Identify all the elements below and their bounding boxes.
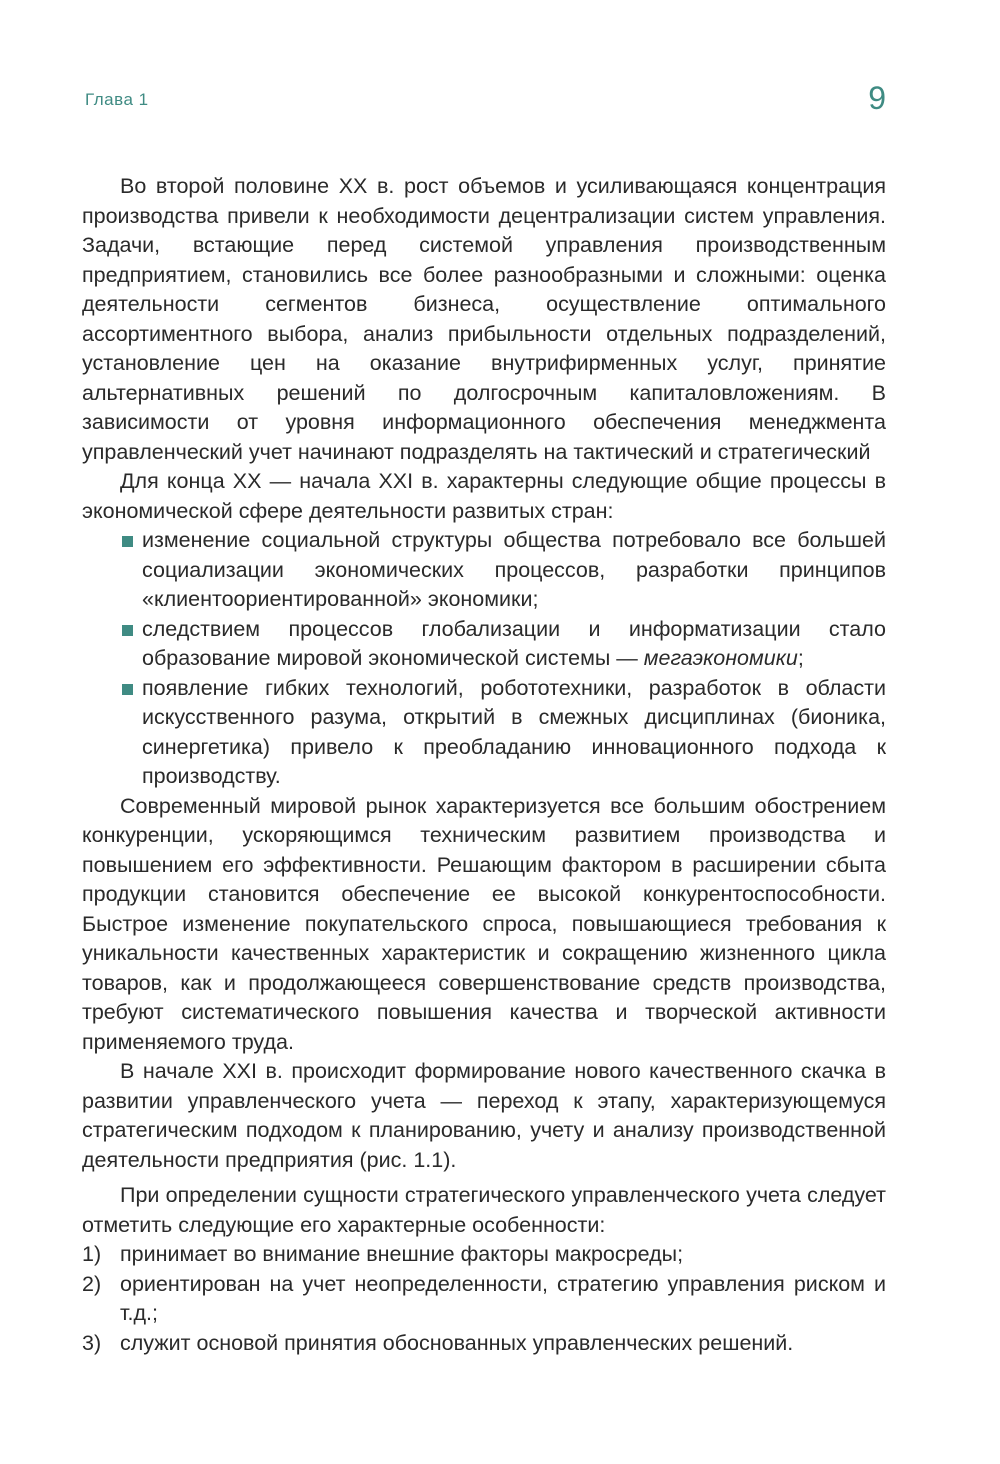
square-bullet-icon xyxy=(122,536,133,547)
bullet-item-tail: ; xyxy=(797,646,804,670)
numbered-item-1 xyxy=(82,1240,886,1270)
page-number: 9 xyxy=(868,80,886,116)
square-bullet-icon xyxy=(122,625,133,636)
numbered-list xyxy=(82,1240,886,1358)
paragraph-2: Для конца XX — начала XXI в. характерны следующие общие процессы в экономической сфере деятельности развитых стран: xyxy=(82,469,886,523)
bullet-item-emphasis: мегаэкономики xyxy=(643,646,798,670)
numbered-item-2 xyxy=(82,1270,886,1329)
numbered-item-3 xyxy=(82,1329,886,1359)
paragraph-3: Современный мировой рынок характеризуется все большим обострением конкуренции, ускоряющимся техническим развитием производства и повышением его эффективности. Решающим фактором в расширении сбыта продукции становится обеспечение ее высокой конкурентоспособности. Быстрое изменение покупательского спроса, повышающиеся требования к уникальности качественных характеристик и сокращению жизненного цикла товаров, как и продолжающееся совершенствование средств производства, требуют систематического повышения качества и творческой активности применяемого труда. xyxy=(82,793,886,1054)
bullet-item-text: появление гибких технологий, робототехники, разработок в области искусственного разума, открытий в смежных дисциплинах (бионика, синергетика) привело к преобладанию инновационного подхода к производству. xyxy=(142,675,886,788)
bullet-list xyxy=(82,526,886,792)
paragraph-1: Во второй половине XX в. рост объемов и усиливающаяся концентрация производства привели к необходимости децентрализации систем управления. Задачи, встающие перед системой управления производственным предприятием, становились все более разнообразными и сложными: оценка деятельности сегментов бизнеса, осуществление оптимального ассортиментного выбора, анализ прибыльности отдельных подразделений, установление цен на оказание внутрифирменных услуг, принятие альтернативных решений по долгосрочным капиталовложениям. В зависимости от уровня информационного обеспечения менеджмента управленческий учет начинают подразделять на тактический и стратегический xyxy=(82,174,886,464)
bullet-item-text: изменение социальной структуры общества потребовало все большей социализации экономических процессов, разработки принципов «клиентоориентированной» экономики; xyxy=(142,528,886,611)
numbered-item-text: служит основой принятия обоснованных управленческих решений. xyxy=(120,1330,794,1355)
bullet-item-text: следствием процессов глобализации и информатизации стало образование мировой экономической системы — xyxy=(142,616,886,670)
paragraph-4: В начале XXI в. происходит формирование нового качественного скачка в развитии управленческого учета — переход к этапу, характеризующемуся стратегическим подходом к планированию, учету и анализу производственной деятельности предприятия (рис. 1.1). xyxy=(82,1059,886,1172)
numbered-item-text: принимает во внимание внешние факторы макросреды; xyxy=(120,1242,684,1266)
page-content xyxy=(82,172,886,1358)
bullet-item-2 xyxy=(82,615,886,674)
numbered-item-text: ориентирован на учет неопределенности, стратегию управления риском и т.д.; xyxy=(120,1271,886,1325)
bullet-item-1 xyxy=(82,526,886,615)
paragraph-5: При определении сущности стратегического управленческого учета следует отметить следующие его характерные особенности: xyxy=(82,1183,886,1237)
square-bullet-icon xyxy=(122,684,133,695)
running-head: Глава 1 xyxy=(85,90,149,109)
bullet-item-3 xyxy=(82,674,886,792)
list-number: 1) xyxy=(82,1242,102,1266)
list-number: 2) xyxy=(82,1271,102,1296)
list-number: 3) xyxy=(82,1330,102,1355)
